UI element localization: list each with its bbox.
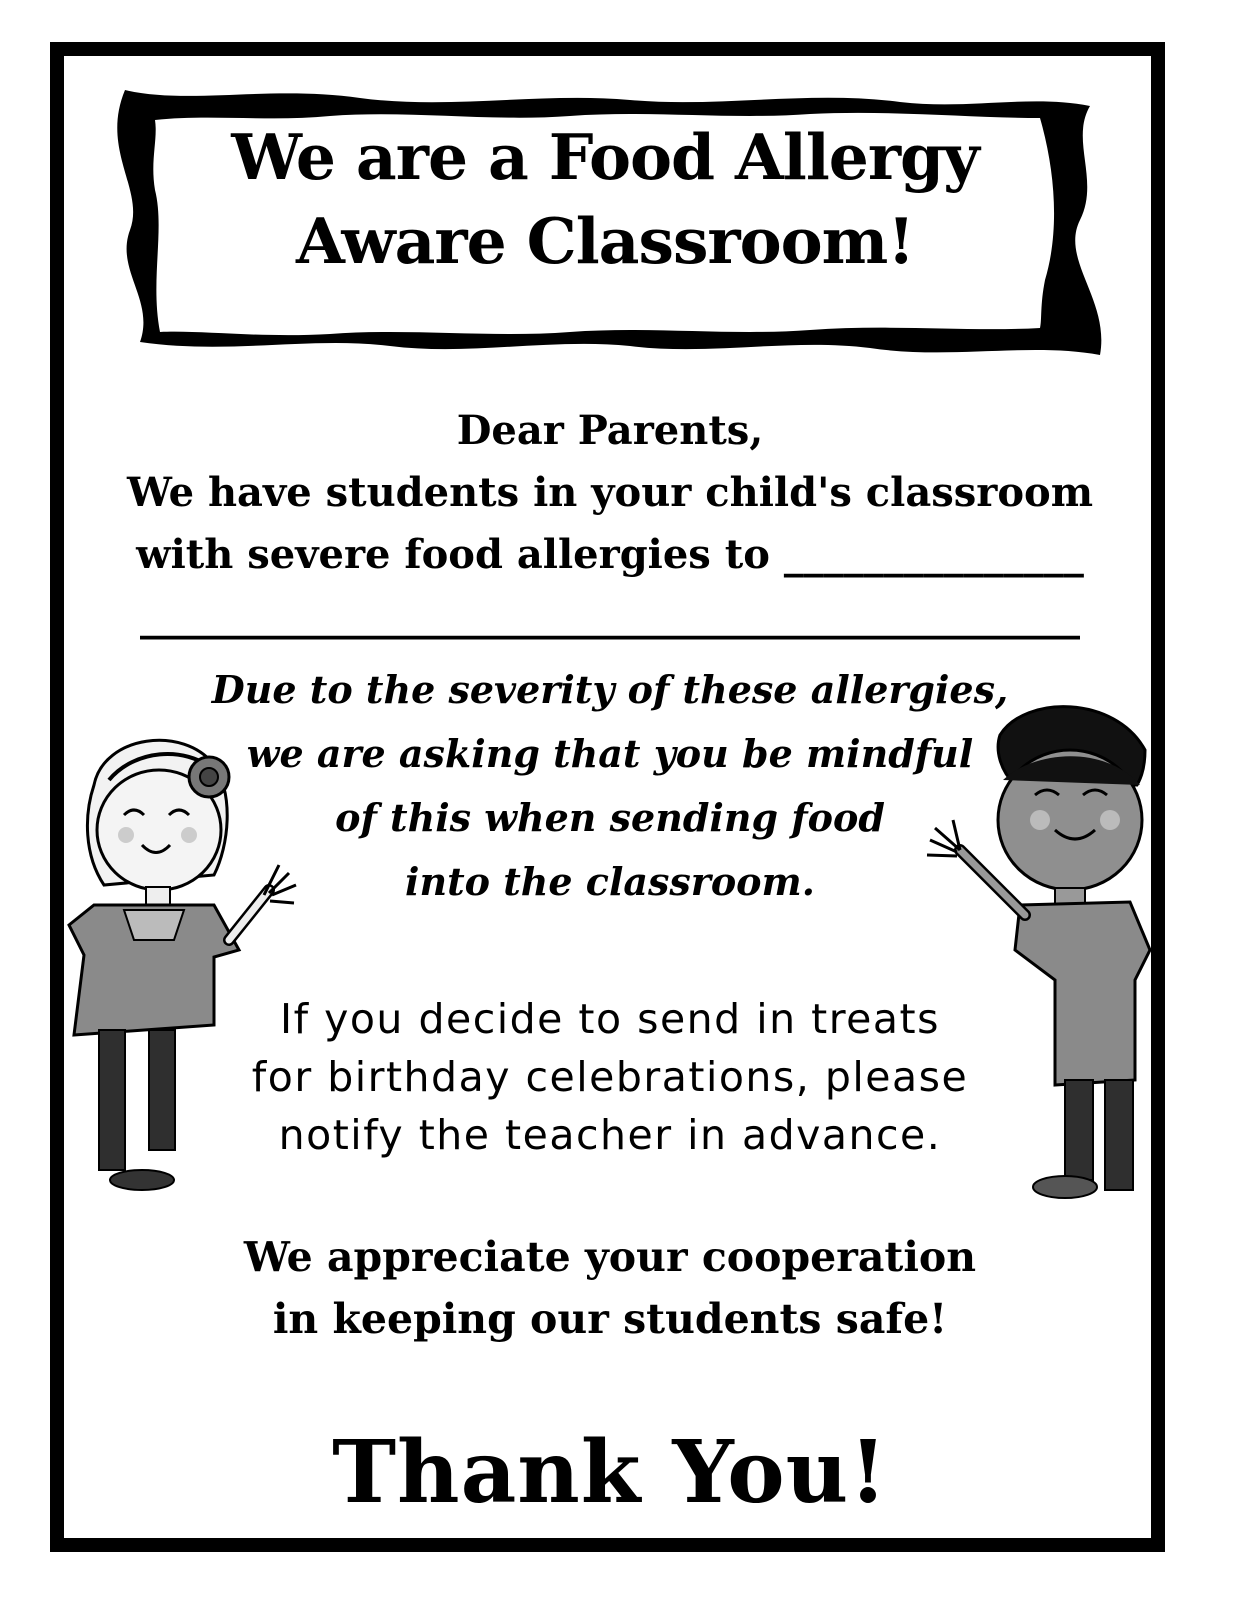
page-title [140, 115, 1070, 283]
greeting: Dear Parents, [456, 407, 764, 454]
title-line-1: We are a Food Allergy [231, 120, 979, 194]
treats-line-2: for birthday celebrations, please [251, 1053, 969, 1101]
treats-line-1: If you decide to send in treats [280, 995, 940, 1043]
title-line-2: Aware Classroom! [296, 204, 914, 278]
closing-line-2: in keeping our students safe! [272, 1295, 948, 1343]
girl-waving-icon [64, 725, 324, 1195]
intro-paragraph [70, 400, 1150, 648]
treats-line-3: notify the teacher in advance. [278, 1111, 942, 1159]
notice-line-1: Due to the severity of these allergies, [211, 667, 1009, 712]
allergy-blank-line: _______________________________________________ [140, 593, 1080, 640]
intro-line-1: We have students in your child's classroom [126, 469, 1094, 516]
thank-you-heading: Thank You! [332, 1422, 888, 1523]
boy-waving-icon [905, 690, 1155, 1210]
notice-line-3: of this when sending food [335, 795, 885, 840]
closing-paragraph [160, 1226, 1060, 1350]
intro-line-2: with severe food allergies to _______________ [136, 531, 1084, 578]
closing-line-1: We appreciate your cooperation [243, 1233, 977, 1281]
notice-line-4: into the classroom. [405, 859, 815, 904]
notice-line-2: we are asking that you be mindful [246, 731, 974, 776]
